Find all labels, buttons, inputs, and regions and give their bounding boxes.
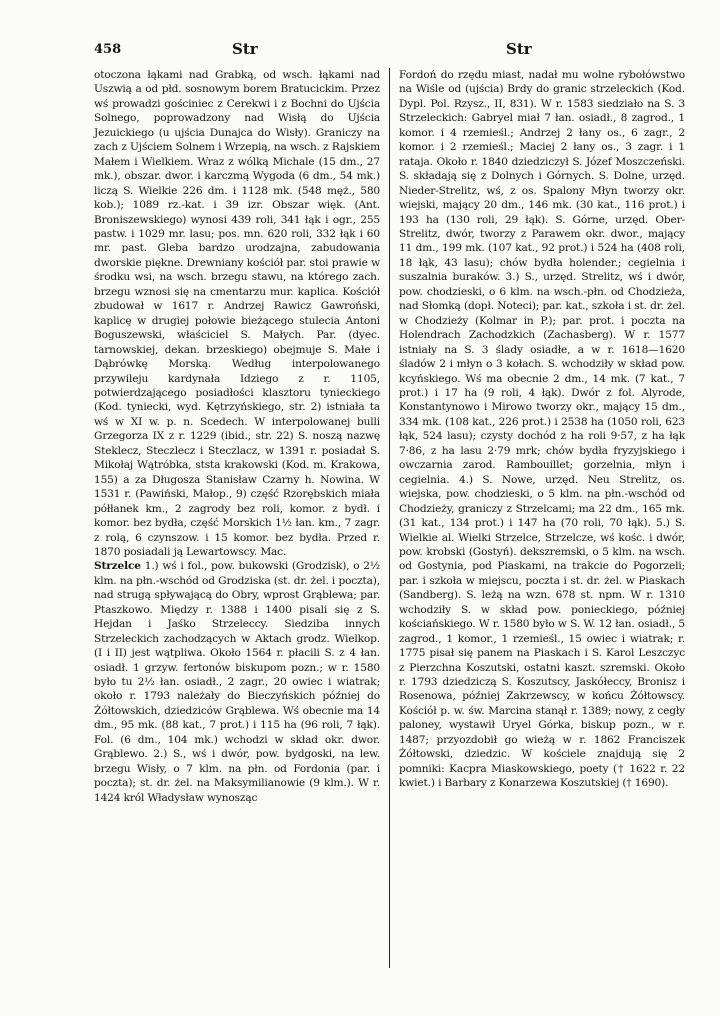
- left-column: [94, 68, 380, 968]
- text-columns: [94, 68, 686, 968]
- right-column-text: Fordoń do rzędu miast, nadał mu wolne rybołówstwo na Wiśle od (ujścia) Brdy do granic strzeleckich (Kod. Dypl. Pol. Rzysz., II, 831). W r. 1583 siedziało na S. 3 Strzeleckich: Gabryel miał 7 łan. osiadł., 8 zagrod., 1 komor. i 4 rzemieśl.; Andrzej 2 łany os., 6 zagr., 2 komor. i 2 rzemieśl.; Maciej 2 łany os., 3 zagr. i 1 rataja. Około r. 1840 dziedziczył S. Józef Moszczeński. S. składają się z Dolnych i Górnych. S. Dolne, urzęd. Nieder-Strelitz, wś, z os. Spalony Młyn tworzy okr. wiejski, mający 20 dm., 146 mk. (30 kat., 116 prot.) i 193 ha (130 roli, 29 łąk). S. Górne, urzęd. Ober-Strelitz, dwór, tworzy z Parawem okr. dwor., mający 11 dm., 199 mk. (107 kat., 92 prot.) i 524 ha (408 roli, 18 łąk, 43 lasu); chów bydła holender.; cegielnia i suszalnia buraków. 3.) S., urzęd. Strelitz, wś i dwór, pow. chodzieski, o 6 klm. na wsch.-płn. od Chodzieża, nad Słomką (dopł. Noteci); par. kat., szkoła i st. dr. żel. w Chodzieży (Kolmar in P.); par. prot. i poczta na Holendrach Zachodzkich (Zachasberg). W r. 1577 istniały na S. 3 ślady osiadłe, a w r. 1618—1620 śladów 2 i młyn o 3 kołach. S. wchodziły w skład pow. kcyńskiego. Wś ma obecnie 2 dm., 14 mk. (7 kat., 7 prot.) i 17 ha (9 roli, 4 łąk). Dwór z fol. Alyrode, Konstantynowo i Mirowo tworzy okr., mający 15 dm., 334 mk. (108 kat., 226 prot.) i 2538 ha (1050 roli, 623 łąk, 524 lasu); czysty dochód z ha roli 9·57, z ha łąk 7·86, z ha lasu 2·79 mrk; chów bydła fryzyjskiego i owczarnia zarod. Rambouillet; gorzelnia, młyn i cegielnia. 4.) S. Nowe, urzęd. Neu Strelitz, os. wiejska, pow. chodzieski, o 5 klm. na płn.-wschód od Chodzieży, graniczy z Strzelcami; ma 22 dm., 165 mk. (31 kat., 134 prot.) i 147 ha (70 roli, 70 łąk). 5.) S. Wielkie al. Wielki Strzelce, Strzelcze, wś kośc. i dwór, pow. krobski (Gostyń). dekszremski, o 5 klm. na wsch. od Gostynia, pod Piaskami, na trakcie do Pogorzeli; par. i szkoła w miejscu, poczta i st. dr. żel. w Piaskach (Sandberg). S. leżą na wzn. 678 st. npm. W r. 1310 wchodziły S. w skład pow. ponieckiego, później kościańskiego. W r. 1580 było w S. W. 12 łan. osiadł., 5 zagrod., 1 komor., 1 rzemieśl., 15 owiec i wiatrak; r. 1775 pisał się panem na Piaskach i S. Karol Leszczyc z Pierzchna Koszutski, ostatni kaszt. szremski. Około r. 1793 dziedziczą S. Koszutscy, Jaskółeccy, Bronisz i Rosenowa, później Zakrzewscy, w końcu Żółtowscy. Kościół p. w. św. Marcina stanął r. 1389; nowy, z cegły paloney, wystawił Uryel Górka, biskup pozn., w r. 1487; przyozdobił go wieżą w r. 1862 Franciszek Żółtowski, dziedzic. W kościele znajdują się 2 pomniki: Kacpra Miaskowskiego, poety († 1622 r. 22 kwiet.) i Barbary z Konarzewa Koszutskiej († 1690).: [399, 69, 685, 790]
- right-column: [399, 68, 685, 968]
- dictionary-page: [94, 38, 686, 978]
- entry-strzelce: [94, 559, 380, 805]
- page-number: 458: [94, 42, 122, 57]
- running-head-left: Str: [232, 40, 258, 58]
- entry-headword: Strzelce: [94, 560, 141, 573]
- column-divider: [389, 68, 390, 968]
- entry-text: 1.) wś i fol., pow. bukowski (Grodzisk), o 2½ klm. na płn.-wschód od Grodziska (st. dr. żel. i poczta), nad strugą spływającą do Obry, wprost Grąblewa; par. Ptaszkowo. Między r. 1388 i 1400 pisali się z S. Hejdan i Jaśko Strzeleccy. Siedziba innych Strzeleckich zachodzących w Aktach grodz. Wielkop. (I i II) jest wątpliwa. Około 1564 r. płacili S. z 4 łan. osiadł. 1 grzyw. fertonów biskupom pozn.; w r. 1580 było tu 2½ łan. osiadł., 2 zagr., 20 owiec i wiatrak; około r. 1793 należały do Bieczyńskich później do Żółtowskich, dziedziców Grąblewa. Wś obecnie ma 14 dm., 95 mk. (88 kat., 7 prot.) i 115 ha (96 roli, 7 łąk). Fol. (6 dm., 104 mk.) wchodzi w skład okr. dwor. Grąblewo. 2.) S., wś i dwór, pow. bydgoski, na lew. brzegu Wisły, o 7 klm. na płn. od Fordonia (par. i poczta); st. dr. żel. na Maksymilianowie (9 klm.). W r. 1424 król Władysław wynosząc: [94, 560, 381, 804]
- left-column-text: otoczona łąkami nad Grabką, od wsch. łąkami nad Uszwią a od płd. sosnowym borem Bratucickim. Przez wś prowadzi gościniec z Cerekwi i z Bochni do Ujścia Solnego, poprowadzony nad Wisłą do Ujścia Jezuickiego (u ujścia Dunajca do Wisły). Graniczy na zach z Ujściem Solnem i Wrzepią, na wsch. z Rajskiem Małem i Wielkiem. Wraz z wólką Michale (15 dm., 27 mk.), obszar. dwor. i karczmą Wygoda (6 dm., 54 mk.) liczą S. Wielkie 226 dm. i 1128 mk. (548 męż., 580 kob.); 1089 rz.-kat. i 39 izr. Obszar więk. (Ant. Broniszewskiego) wynosi 439 roli, 341 łąk i ogr., 255 pastw. i 1029 mr. lasu; pos. mn. 620 roli, 332 łąk i 60 mr. past. Gleba bardzo urodzajna, zabudowania dworskie piękne. Drewniany kościół par. stoi prawie w środku wsi, na wsch. brzegu stawu, na którego zach. brzegu wznosi się na cmentarzu mur. kaplica. Kościół zbudował w 1617 r. Andrzej Rawicz Gawroński, kaplicę w drugiej połowie bieżącego stulecia Antoni Boguszewski, właściciel S. Małych. Par. (dyec. tarnowskiej, dekan. brzeskiego) obejmuje S. Małe i Dąbrówkę Morską. Według interpolowanego przywileju kardynała Idziego z r. 1105, potwierdzającego posiadłości klasztoru tynieckiego (Kod. tyniecki, wyd. Kętrzyńskiego, str. 2) istniała ta wś w XI w. p. n. Scedech. W interpolowanej bulli Grzegorza IX z r. 1229 (ibid., str. 22) S. noszą nazwę Steklecz, Steczlecz i Steczlacz, w 1391 r. posiadał S. Mikołaj Wątróbka, ststa krakowski (Kod. m. Krakowa, 155) a za Długosza Stanisław Czarny h. Nowina. W 1531 r. (Pawiński, Małop., 9) część Rzorębskich miała półłanek km., 2 zagrody bez roli, komor. z bydł. i komor. bez bydła, część Morskich 1½ łan. km., 7 zagr. z rolą, 6 czynszow. i 15 komor. bez bydła. Przed r. 1870 posiadali ją Lewartowscy. Mac.: [94, 69, 380, 558]
- page-header: [94, 38, 686, 64]
- running-head-right: Str: [506, 40, 532, 58]
